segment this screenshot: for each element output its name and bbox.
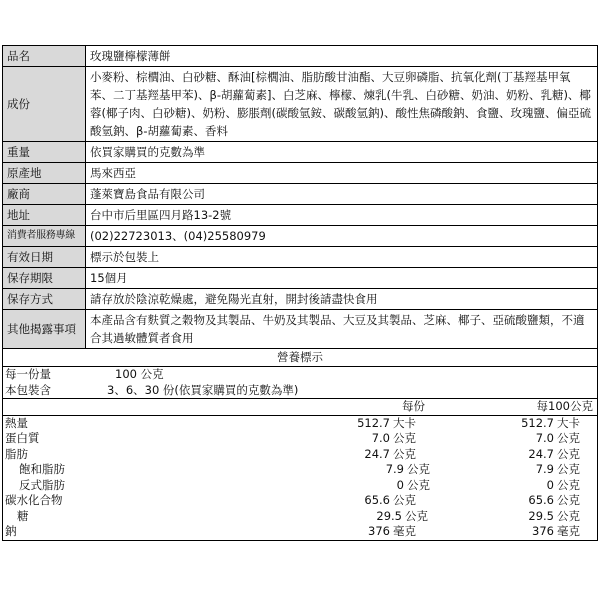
- spec-key: 品名: [3, 46, 86, 67]
- per-100g-unit: 公克: [557, 446, 580, 461]
- spec-key: 廠商: [3, 184, 86, 205]
- per-serving-value: 0: [396, 477, 404, 492]
- nutrient-name: 碳水化合物: [5, 493, 63, 507]
- per-serving-value: 29.5: [376, 508, 402, 523]
- nutrition-row: [3, 447, 597, 463]
- spec-key: 其他揭露事項: [3, 310, 86, 349]
- spec-value: 玫瑰鹽檸檬薄餅: [86, 46, 598, 67]
- per-100g-value: 65.6: [528, 493, 554, 507]
- per-serving-value: 65.6: [364, 493, 390, 507]
- per-serving-unit: 公克: [393, 431, 416, 445]
- package-label: 本包裝含: [5, 382, 51, 397]
- nutrition-row: [3, 416, 597, 432]
- spec-row-origin: [3, 163, 598, 184]
- per-serving-unit: 大卡: [393, 415, 416, 430]
- per-serving-value: 376: [368, 524, 390, 538]
- per-100g-unit: 公克: [557, 477, 580, 492]
- per-100g-value: 29.5: [528, 508, 554, 523]
- per-100g-value: 0: [546, 477, 554, 492]
- spec-row-ingredients: [3, 67, 598, 142]
- per-100g-value: 376: [532, 524, 554, 538]
- per-100g-unit: 公克: [557, 508, 580, 523]
- nutrition-facts: [2, 349, 598, 541]
- spec-row-storage: [3, 289, 598, 310]
- per-serving-value: 512.7: [357, 415, 390, 430]
- spec-value: 本產品含有麩質之穀物及其製品、牛奶及其製品、大豆及其製品、芝麻、椰子、亞硫酸鹽類，不適合其過敏體質者食用: [86, 310, 598, 349]
- package-value: 3、6、30 份(依買家購買的克數為準): [107, 382, 299, 397]
- nutrient-name: 反式脂肪: [19, 477, 65, 492]
- spec-key: 有效日期: [3, 247, 86, 268]
- spec-row-address: [3, 205, 598, 226]
- spec-key: 原產地: [3, 163, 86, 184]
- spec-row-name: [3, 46, 598, 67]
- serving-value: 100 公克: [115, 367, 164, 381]
- per-serving-value: 7.9: [385, 462, 404, 476]
- serving-label: 每一份量: [5, 367, 51, 381]
- nutrient-name: 脂肪: [5, 446, 28, 461]
- nutrition-row: [3, 509, 597, 525]
- spec-row-disclosure: [3, 310, 598, 349]
- spec-row-expiry: [3, 247, 598, 268]
- spec-table: [2, 45, 598, 349]
- per-100g-value: 7.9: [535, 462, 554, 476]
- per-100g-header: 每100公克: [536, 399, 593, 413]
- per-100g-unit: 大卡: [557, 415, 580, 430]
- nutrition-header-row: [3, 399, 597, 416]
- per-100g-value: 24.7: [528, 446, 554, 461]
- per-serving-unit: 公克: [407, 462, 430, 476]
- per-serving-value: 7.0: [371, 431, 390, 445]
- nutrient-name: 熱量: [5, 415, 28, 430]
- spec-row-shelf-life: [3, 268, 598, 289]
- nutrient-name: 糖: [17, 508, 29, 523]
- per-serving-header: 每份: [402, 399, 425, 413]
- spec-row-weight: [3, 142, 598, 163]
- spec-key: 成份: [3, 67, 86, 142]
- spec-row-manufacturer: [3, 184, 598, 205]
- nutrition-row: [3, 462, 597, 478]
- nutrition-row: [3, 493, 597, 509]
- per-serving-unit: 毫克: [393, 524, 416, 538]
- per-100g-value: 512.7: [521, 415, 554, 430]
- spec-value: (02)22723013、(04)25580979: [86, 226, 598, 247]
- per-serving-unit: 公克: [407, 477, 430, 492]
- spec-row-hotline: [3, 226, 598, 247]
- per-serving-unit: 公克: [393, 493, 416, 507]
- nutrition-row: [3, 478, 597, 494]
- spec-key: 保存期限: [3, 268, 86, 289]
- per-100g-unit: 公克: [557, 462, 580, 476]
- spec-value: 蓬萊寶島食品有限公司: [86, 184, 598, 205]
- per-serving-value: 24.7: [364, 446, 390, 461]
- spec-key: 地址: [3, 205, 86, 226]
- spec-key: 消費者服務專線: [3, 226, 86, 247]
- per-100g-unit: 毫克: [557, 524, 580, 538]
- per-100g-unit: 公克: [557, 493, 580, 507]
- per-100g-unit: 公克: [557, 431, 580, 445]
- serving-size-row: [3, 367, 597, 383]
- spec-value: 馬來西亞: [86, 163, 598, 184]
- per-serving-unit: 公克: [405, 508, 428, 523]
- package-servings-row: [3, 383, 597, 400]
- nutrition-row: [3, 431, 597, 447]
- spec-value: 依買家購買的克數為準: [86, 142, 598, 163]
- spec-value: 標示於包裝上: [86, 247, 598, 268]
- spec-key: 重量: [3, 142, 86, 163]
- product-label: [2, 45, 598, 541]
- spec-value: 小麥粉、棕櫚油、白砂糖、酥油[棕櫚油、脂肪酸甘油酯、大豆卵磷脂、抗氧化劑(丁基羥基甲氧苯、二丁基羥基甲苯)、β-胡蘿蔔素]、白芝麻、檸檬、煉乳(牛乳、白砂糖、奶油、奶粉、乳糖)、椰蓉(椰子肉、白砂糖)、奶粉、膨脹劑(碳酸氫銨、碳酸氫鈉)、酸性焦磷酸鈉、食鹽、玫瑰鹽、偏亞硫酸氫鈉、β-胡蘿蔔素、香料: [86, 67, 598, 142]
- nutrient-name: 飽和脂肪: [19, 462, 65, 476]
- spec-key: 保存方式: [3, 289, 86, 310]
- spec-value: 15個月: [86, 268, 598, 289]
- per-serving-unit: 公克: [393, 446, 416, 461]
- per-100g-value: 7.0: [535, 431, 554, 445]
- nutrient-name: 蛋白質: [5, 431, 40, 445]
- spec-value: 台中市后里區四月路13-2號: [86, 205, 598, 226]
- spec-value: 請存放於陰涼乾燥處，避免陽光直射，開封後請盡快食用: [86, 289, 598, 310]
- nutrient-name: 鈉: [5, 524, 17, 538]
- nutrition-row: [3, 524, 597, 540]
- nutrition-title: 營養標示: [3, 349, 597, 367]
